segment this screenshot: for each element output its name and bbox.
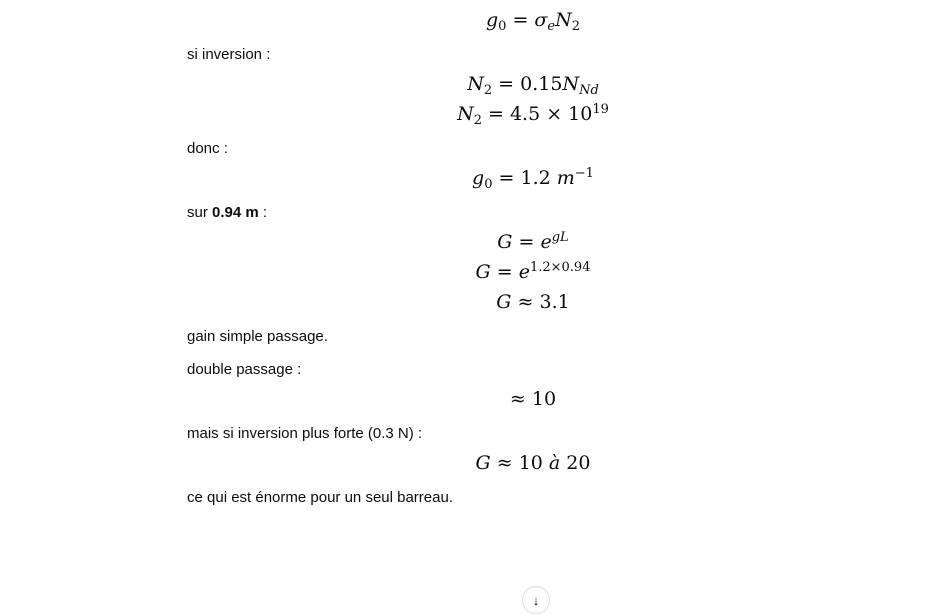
math-token: N bbox=[457, 103, 474, 125]
math-token: N bbox=[467, 73, 484, 95]
para-inversion-forte bbox=[187, 423, 879, 444]
math-token: g bbox=[485, 9, 499, 31]
text-run: 0.94 m bbox=[212, 204, 259, 221]
text-run: : bbox=[258, 204, 268, 221]
formula-gain-definition bbox=[187, 230, 879, 254]
math-token: G bbox=[475, 452, 491, 474]
para-donc bbox=[187, 138, 879, 159]
text-run: sur bbox=[187, 204, 213, 221]
math-token: = 4.5 × 10 bbox=[481, 103, 593, 125]
math-token: e bbox=[540, 231, 552, 253]
math-token: 0 bbox=[484, 177, 493, 192]
arrow-down-icon: ↓ bbox=[532, 592, 540, 608]
math-token: = 1.2 bbox=[492, 167, 557, 189]
math-token: 1.2×0.94 bbox=[529, 260, 591, 275]
math-token: 2 bbox=[473, 113, 482, 128]
math-token: g bbox=[472, 167, 485, 189]
text-run: double passage : bbox=[187, 361, 302, 378]
message-content bbox=[187, 0, 879, 508]
text-run: si inversion : bbox=[187, 46, 271, 63]
text-run: mais si inversion plus forte (0.3 N) : bbox=[187, 425, 423, 442]
formula-gain-substituted bbox=[187, 260, 879, 284]
math-token: −1 bbox=[574, 166, 594, 181]
para-si-inversion bbox=[187, 44, 879, 65]
math-token: N bbox=[555, 9, 572, 31]
math-token: = bbox=[506, 9, 535, 31]
math-token: e bbox=[547, 19, 556, 34]
text-run: ce qui est énorme pour un seul barreau. bbox=[187, 489, 453, 506]
math-token: G bbox=[496, 291, 512, 313]
text-run: donc : bbox=[187, 140, 228, 157]
math-token: ≈ 10 bbox=[509, 388, 557, 410]
formula-double-passage-value bbox=[187, 387, 879, 411]
math-token: 20 bbox=[560, 452, 591, 474]
math-token: 19 bbox=[592, 102, 609, 117]
para-gain-simple bbox=[187, 326, 879, 347]
math-token: gL bbox=[551, 230, 569, 245]
math-token: N bbox=[562, 73, 580, 95]
math-token: ≈ 3.1 bbox=[511, 291, 570, 313]
formula-n2-value bbox=[187, 102, 879, 126]
math-token: e bbox=[518, 261, 530, 283]
para-sur-length bbox=[187, 202, 879, 223]
math-token: = bbox=[490, 261, 519, 283]
math-token: G bbox=[475, 261, 491, 283]
math-token: = bbox=[512, 231, 541, 253]
math-token: Nd bbox=[579, 83, 599, 98]
math-token: 2 bbox=[483, 83, 493, 98]
math-token: = 0.15 bbox=[492, 73, 563, 95]
formula-small-signal-gain bbox=[187, 8, 879, 32]
para-double-passage bbox=[187, 359, 879, 380]
math-token: 2 bbox=[571, 19, 581, 34]
math-token: ≈ 10 bbox=[490, 452, 549, 474]
math-token: m bbox=[556, 167, 575, 189]
scroll-to-bottom-button[interactable] bbox=[522, 586, 550, 614]
math-token: G bbox=[497, 231, 513, 253]
formula-g0-value bbox=[187, 166, 879, 190]
formula-n2-fraction bbox=[187, 72, 879, 96]
formula-gain-result bbox=[187, 290, 879, 314]
math-token: à bbox=[548, 452, 561, 474]
formula-gain-range bbox=[187, 451, 879, 475]
math-token: 0 bbox=[498, 19, 507, 34]
math-token: σ bbox=[534, 9, 548, 31]
para-conclusion bbox=[187, 487, 879, 508]
text-run: gain simple passage. bbox=[187, 328, 328, 345]
